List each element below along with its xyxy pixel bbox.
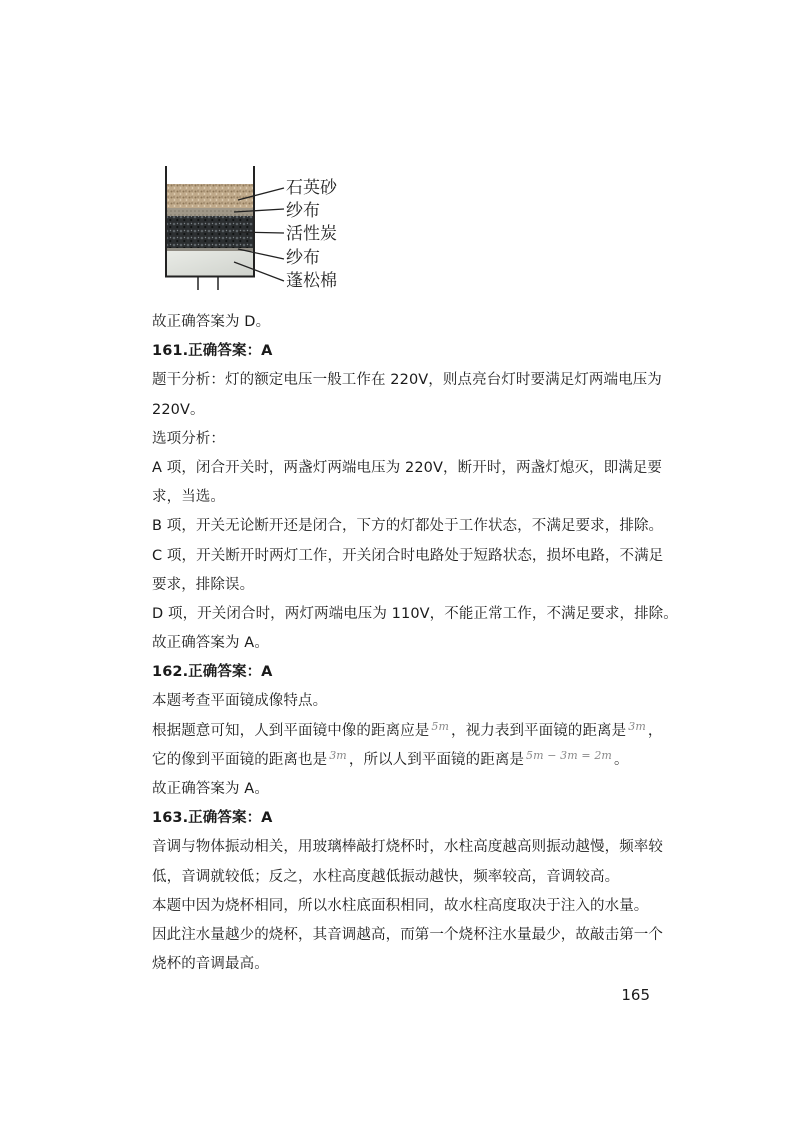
- text-line: 题干分析：灯的额定电压一般工作在 220V，则点亮台灯时要满足灯两端电压为: [152, 372, 662, 389]
- text-segment: ，: [647, 722, 663, 739]
- text-line: 音调与物体振动相关，用玻璃棒敲打烧杯时，水柱高度越高则振动越慢，频率较: [152, 839, 663, 856]
- text-line-with-math: [152, 746, 652, 775]
- answer-heading-163: 163.正确答案：A: [152, 810, 273, 827]
- label-quartz-sand: 石英砂: [286, 178, 337, 198]
- text-line: C 项，开关断开时两灯工作，开关闭合时电路处于短路状态，损坏电路，不满足: [152, 547, 664, 564]
- label-gauze-bottom: 纱布: [286, 248, 320, 268]
- quartz-sand-layer: [167, 184, 253, 208]
- text-line: 低，音调就较低；反之，水柱高度越低振动越快，频率较高，音调较高。: [152, 868, 620, 885]
- text-line: 本题考查平面镜成像特点。: [152, 693, 328, 710]
- label-activated-carbon: 活性炭: [286, 224, 337, 244]
- text-line: 选项分析：: [152, 430, 225, 447]
- math-formula: 3m: [329, 748, 347, 762]
- text-line: 故正确答案为 A。: [152, 781, 269, 797]
- filter-diagram: [158, 166, 378, 296]
- filter-diagram-drawing: [158, 166, 378, 296]
- page-number: 165: [621, 986, 650, 1004]
- text-line: 烧杯的音调最高。: [152, 956, 269, 973]
- text-line-with-math: [152, 717, 663, 746]
- text-segment: ，所以人到平面镜的距离是: [348, 751, 525, 768]
- text-segment: 根据题意可知，人到平面镜中像的距离应是: [152, 722, 430, 739]
- text-line: A 项，闭合开关时，两盏灯两端电压为 220V，断开时，两盏灯熄灭，即满足要: [152, 459, 663, 476]
- text-line: 要求，排除误。: [152, 576, 255, 593]
- text-segment: 。: [613, 751, 629, 768]
- math-formula: 5m: [431, 719, 450, 733]
- text-line: 220V。: [152, 401, 205, 418]
- text-line: 求，当选。: [152, 489, 225, 506]
- label-gauze-top: 纱布: [286, 201, 320, 221]
- label-cotton: 蓬松棉: [286, 271, 337, 291]
- text-line: 本题中因为烧杯相同，所以水柱底面积相同，故水柱高度取决于注入的水量。: [152, 897, 649, 914]
- text-line: 故正确答案为 A。: [152, 635, 269, 652]
- text-segment: 它的像到平面镜的距离也是: [152, 751, 328, 768]
- math-formula: 5m − 3m = 2m: [526, 748, 612, 762]
- math-formula: 3m: [628, 719, 646, 733]
- text-line: B 项，开关无论断开还是闭合，下方的灯都处于工作状态，不满足要求，排除。: [152, 518, 664, 535]
- answer-text: [152, 308, 678, 979]
- text-line: 故正确答案为 D。: [152, 314, 271, 330]
- cotton-layer: [167, 251, 253, 276]
- text-line: D 项，开关闭合时，两灯两端电压为 110V，不能正常工作，不满足要求，排除。: [152, 605, 678, 622]
- answer-heading-162: 162.正确答案：A: [152, 664, 273, 681]
- text-line: 因此注水量越少的烧杯，其音调越高，而第一个烧杯注水量最少，故敲击第一个: [152, 926, 663, 943]
- text-segment: ，视力表到平面镜的距离是: [451, 722, 627, 739]
- answer-heading-161: 161.正确答案：A: [152, 343, 273, 360]
